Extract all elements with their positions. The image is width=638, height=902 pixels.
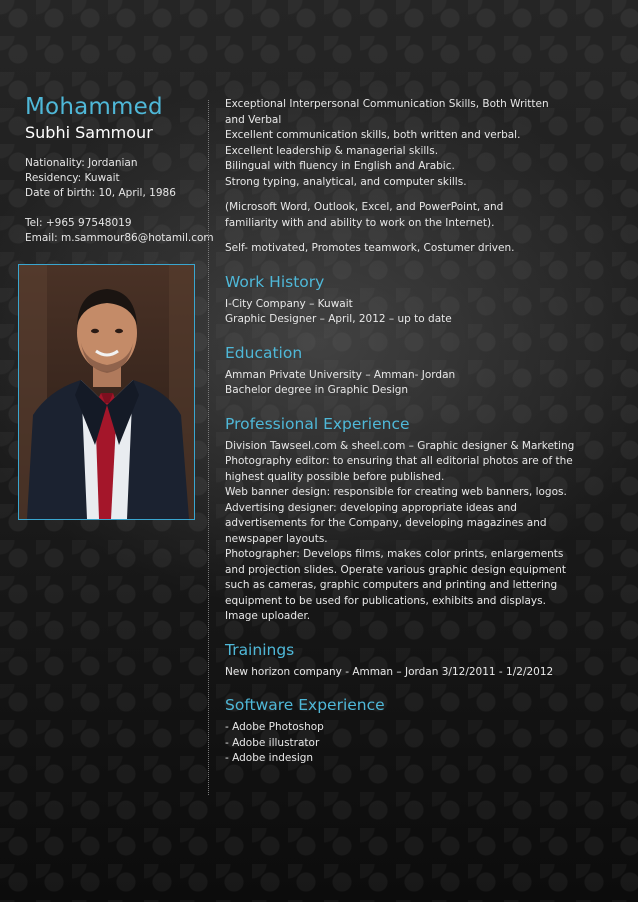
software-item: - Adobe Photoshop <box>225 721 324 733</box>
last-name: Subhi Sammour <box>25 123 153 142</box>
experience-line: such as cameras, graphic computers and printing and lettering <box>225 579 558 591</box>
experience-line: Photography editor: to ensuring that all editorial photos are of the <box>225 455 573 467</box>
summary-line: Excellent communication skills, both written and verbal. <box>225 129 521 141</box>
self-description: Self- motivated, Promotes teamwork, Costumer driven. <box>225 242 515 254</box>
residency: Residency: Kuwait <box>25 172 120 184</box>
summary-line: Bilingual with fluency in English and Arabic. <box>225 160 455 172</box>
summary-line: Exceptional Interpersonal Communication Skills, Both Written <box>225 98 549 110</box>
trainings-heading: Trainings <box>225 640 295 659</box>
date-of-birth: Date of birth: 10, April, 1986 <box>25 187 176 199</box>
software-experience-heading: Software Experience <box>225 696 385 714</box>
portrait-illustration <box>19 265 194 519</box>
experience-line: newspaper layouts. <box>225 532 328 545</box>
first-name: Mohammed <box>25 94 163 120</box>
email: Email: m.sammour86@hotamil.com <box>25 232 214 244</box>
experience-line: Image uploader. <box>225 610 311 622</box>
experience-line: highest quality possible before published. <box>225 470 445 483</box>
experience-line: Advertising designer: developing appropriate ideas and <box>225 501 517 514</box>
software-skills-line: (Microsoft Word, Outlook, Excel, and PowerPoint, and <box>225 201 504 213</box>
work-history-line: I-City Company – Kuwait <box>225 297 353 310</box>
training-line: New horizon company - Amman – Jordan 3/12/2011 - 1/2/2012 <box>225 665 554 678</box>
experience-line: Division Tawseel.com & sheel.com – Graphic designer & Marketing <box>225 439 575 452</box>
skills-summary <box>225 97 555 257</box>
work-history-line: Graphic Designer – April, 2012 – up to date <box>225 313 452 325</box>
professional-experience-heading: Professional Experience <box>225 414 410 433</box>
experience-line: Photographer: Develops films, makes color prints, enlargements <box>225 548 564 560</box>
nationality: Nationality: Jordanian <box>25 157 138 169</box>
software-item: - Adobe illustrator <box>225 736 320 749</box>
work-history-heading: Work History <box>225 272 325 291</box>
education-line: Bachelor degree in Graphic Design <box>225 384 409 396</box>
telephone: Tel: +965 97548019 <box>25 217 132 229</box>
profile-photo <box>18 264 195 520</box>
experience-line: Web banner design: responsible for creating web banners, logos. <box>225 486 567 498</box>
experience-line: equipment to be used for publications, exhibits and displays. <box>225 594 546 607</box>
summary-line: Strong typing, analytical, and computer skills. <box>225 175 467 188</box>
right-column <box>225 97 575 767</box>
education-line: Amman Private University – Amman- Jordan <box>225 368 456 381</box>
summary-line: Excellent leadership & managerial skills. <box>225 144 439 157</box>
software-skills-line: familiarity with and ability to work on the Internet). <box>225 216 495 229</box>
left-column <box>25 92 214 246</box>
software-item: - Adobe indesign <box>225 752 314 764</box>
education-heading: Education <box>225 343 303 362</box>
experience-line: advertisements for the Company, developing magazines and <box>225 517 547 529</box>
column-divider <box>208 100 209 795</box>
summary-line: and Verbal <box>225 113 282 126</box>
experience-line: and projection slides. Operate various graphic design equipment <box>225 563 567 576</box>
